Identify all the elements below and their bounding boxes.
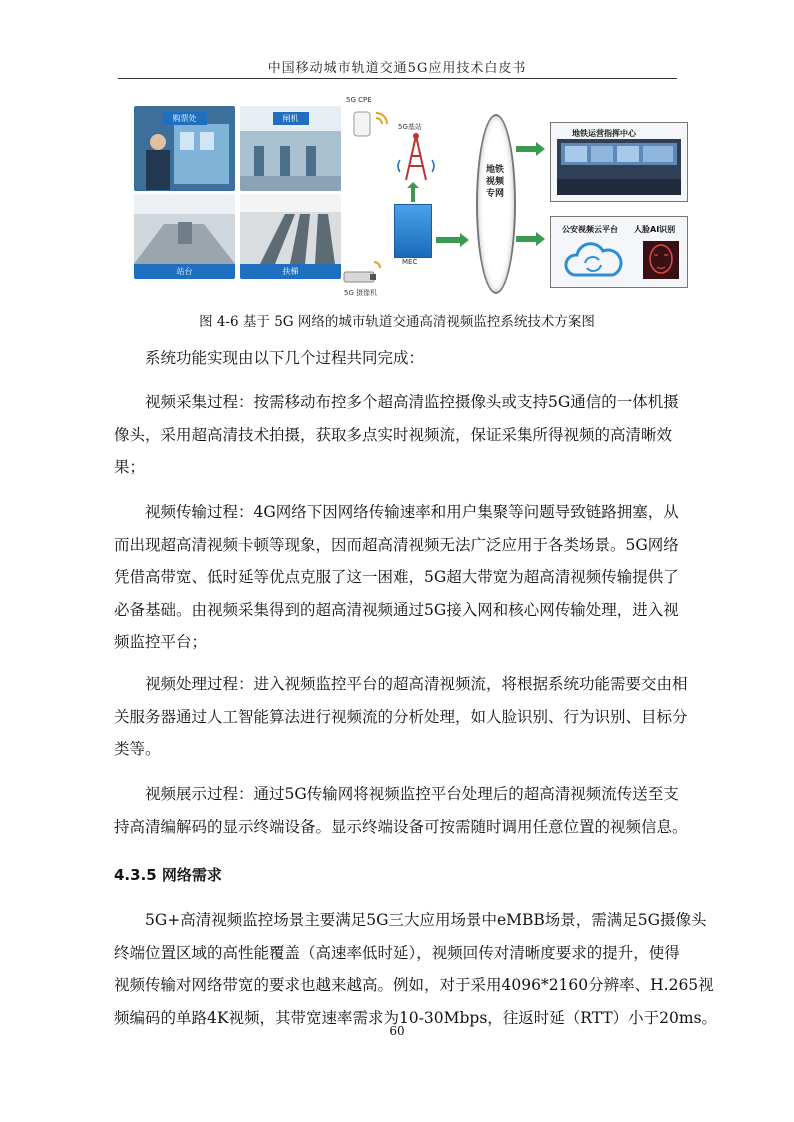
mec-network-arrow [436, 237, 460, 243]
page-number: 60 [389, 1024, 405, 1038]
photo-platform [134, 194, 235, 279]
paragraph-capture [114, 386, 684, 484]
text-line: 像头，采用超高清技术拍摄，获取多点实时视频流，保证采集所得视频的高清晰效 [114, 425, 673, 444]
camera-icon [340, 256, 386, 286]
arrow-head [536, 232, 545, 246]
paragraph-transmission [114, 496, 684, 659]
network-center-arrow [516, 146, 536, 152]
photo-escalator [240, 194, 341, 279]
text-line: 类等。 [114, 740, 161, 759]
police-cloud-label: 公安视频云平台 [562, 225, 618, 234]
arrow-head [536, 142, 545, 156]
text-line: 视频展示过程：通过5G传输网将视频监控平台处理后的超高清视频流传送至支 [145, 785, 679, 803]
metro-center-label: 地铁运营指挥中心 [572, 129, 636, 138]
photo-label: 站台 [134, 264, 235, 279]
base-station-label: 5G基站 [398, 123, 422, 131]
mec-server-icon [394, 204, 432, 258]
control-room-image [557, 139, 681, 195]
arrow-up [407, 182, 419, 188]
text-line: 而出现超高清视频卡顿等现象，因而超高清视频无法广泛应用于各类场景。5G网络 [114, 535, 679, 554]
text-line: 频编码的单路4K视频，其带宽速率需求为10-30Mbps，往返时延（RTT）小于20ms。 [114, 1008, 718, 1027]
header-rule [118, 78, 677, 79]
photo-label: 闸机 [273, 112, 309, 125]
face-ai-label: 人脸AI识别 [634, 225, 676, 234]
camera-label: 5G 摄像机 [344, 289, 378, 297]
text-line: 视频处理过程：进入视频监控平台的超高清视频流，将根据系统功能需要交由相 [145, 675, 688, 693]
photo-gate [240, 106, 341, 191]
text-line: 5G+高清视频监控场景主要满足5G三大应用场景中eMBB场景，需满足5G摄像头 [145, 911, 707, 929]
photo-label: 扶梯 [240, 264, 341, 279]
system-diagram [132, 96, 688, 298]
text-line: 系统功能实现由以下几个过程共同完成： [145, 349, 425, 367]
paragraph-display [114, 778, 688, 843]
mec-label: MEC [402, 258, 418, 266]
network-label: 地铁视频专网 [485, 165, 504, 199]
text-line: 视频传输过程：4G网络下因网络传输速率和用户集聚等问题导致链路拥塞，从 [145, 503, 679, 521]
cpe-device-icon [352, 108, 392, 138]
arrow-head [460, 233, 469, 247]
paragraph-intro [114, 342, 684, 375]
paragraph-network-requirements [114, 904, 718, 1034]
text-line: 视频采集过程：按需移动布控多个超高清监控摄像头或支持5G通信的一体机摄 [145, 393, 679, 411]
cloud-icon [561, 241, 627, 281]
face-ai-icon [643, 241, 679, 279]
text-line: 必备基础。由视频采集得到的超高清视频通过5G接入网和核心网传输处理，进入视 [114, 600, 679, 619]
paragraph-processing [114, 668, 688, 766]
text-line: 视频传输对网络带宽的要求也越来越高。例如，对于采用4096*2160分辨率、H.265视 [114, 976, 714, 995]
station-mec-link [411, 186, 415, 202]
photo-ticket-office [134, 106, 235, 191]
text-line: 持高清编解码的显示终端设备。显示终端设备可按需随时调用任意位置的视频信息。 [114, 817, 688, 836]
cpe-label: 5G CPE [346, 96, 372, 104]
text-line: 频监控平台； [114, 633, 208, 652]
page-header: 中国移动城市轨道交通5G应用技术白皮书 [267, 61, 527, 76]
text-line: 终端位置区域的高性能覆盖（高速率低时延），视频回传对清晰度要求的提升，使得 [114, 943, 680, 962]
network-police-arrow [516, 236, 536, 242]
photo-label: 购票处 [163, 112, 207, 125]
text-line: 凭借高带宽、低时延等优点克服了这一困难，5G超大带宽为超高清视频传输提供了 [114, 568, 679, 587]
figure-caption: 图 4-6 基于 5G 网络的城市轨道交通高清视频监控系统技术方案图 [199, 314, 595, 330]
metro-network-ellipse [476, 114, 516, 294]
text-line: 关服务器通过人工智能算法进行视频流的分析处理，如人脸识别、行为识别、目标分 [114, 707, 688, 726]
text-line: 果； [114, 458, 146, 477]
base-station-icon [394, 132, 438, 184]
section-heading: 4.3.5 网络需求 [114, 866, 222, 884]
